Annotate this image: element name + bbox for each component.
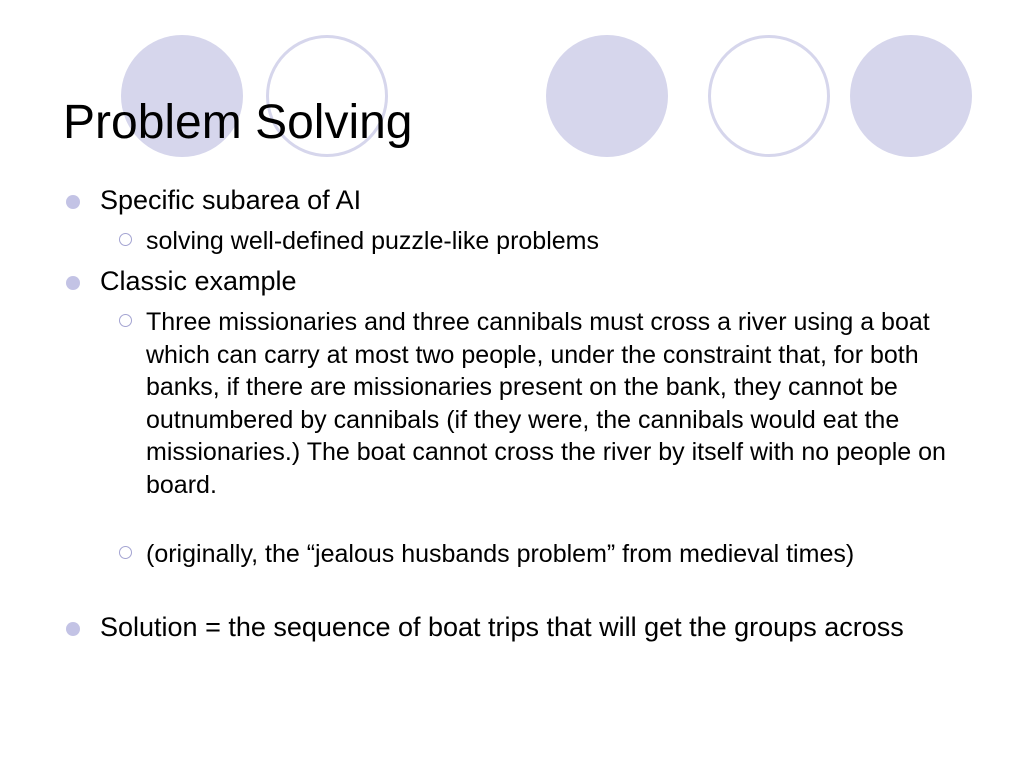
bullet-icon bbox=[66, 276, 80, 290]
sub-bullet-icon bbox=[119, 314, 132, 327]
decorative-circle-ring-2 bbox=[708, 35, 830, 157]
sub-bullet-icon bbox=[119, 233, 132, 246]
slide-title: Problem Solving bbox=[63, 96, 413, 149]
bullet-item: Solution = the sequence of boat trips that will get the groups across bbox=[100, 612, 904, 642]
bullet-item: Specific subarea of AI bbox=[100, 185, 362, 215]
decorative-circle-filled-2 bbox=[546, 35, 668, 157]
bullet-icon bbox=[66, 622, 80, 636]
sub-bullet-item: (originally, the “jealous husbands problem” from medieval times) bbox=[146, 540, 855, 568]
sub-bullet-item: Three missionaries and three cannibals must cross a river using a boat which can carry at most two people, under the constraint that, for both banks, if there are missionaries present on the bank, they cannot be outnumbered by cannibals (if they were, the cannibals would eat the missionaries.) The boat cannot cross the river by itself with no people on board. bbox=[146, 308, 946, 499]
bullet-item: Classic example bbox=[100, 266, 297, 296]
sub-bullet-item: solving well-defined puzzle-like problems bbox=[146, 227, 599, 255]
bullet-icon bbox=[66, 195, 80, 209]
sub-bullet-icon bbox=[119, 546, 132, 559]
decorative-circle-filled-3 bbox=[850, 35, 972, 157]
